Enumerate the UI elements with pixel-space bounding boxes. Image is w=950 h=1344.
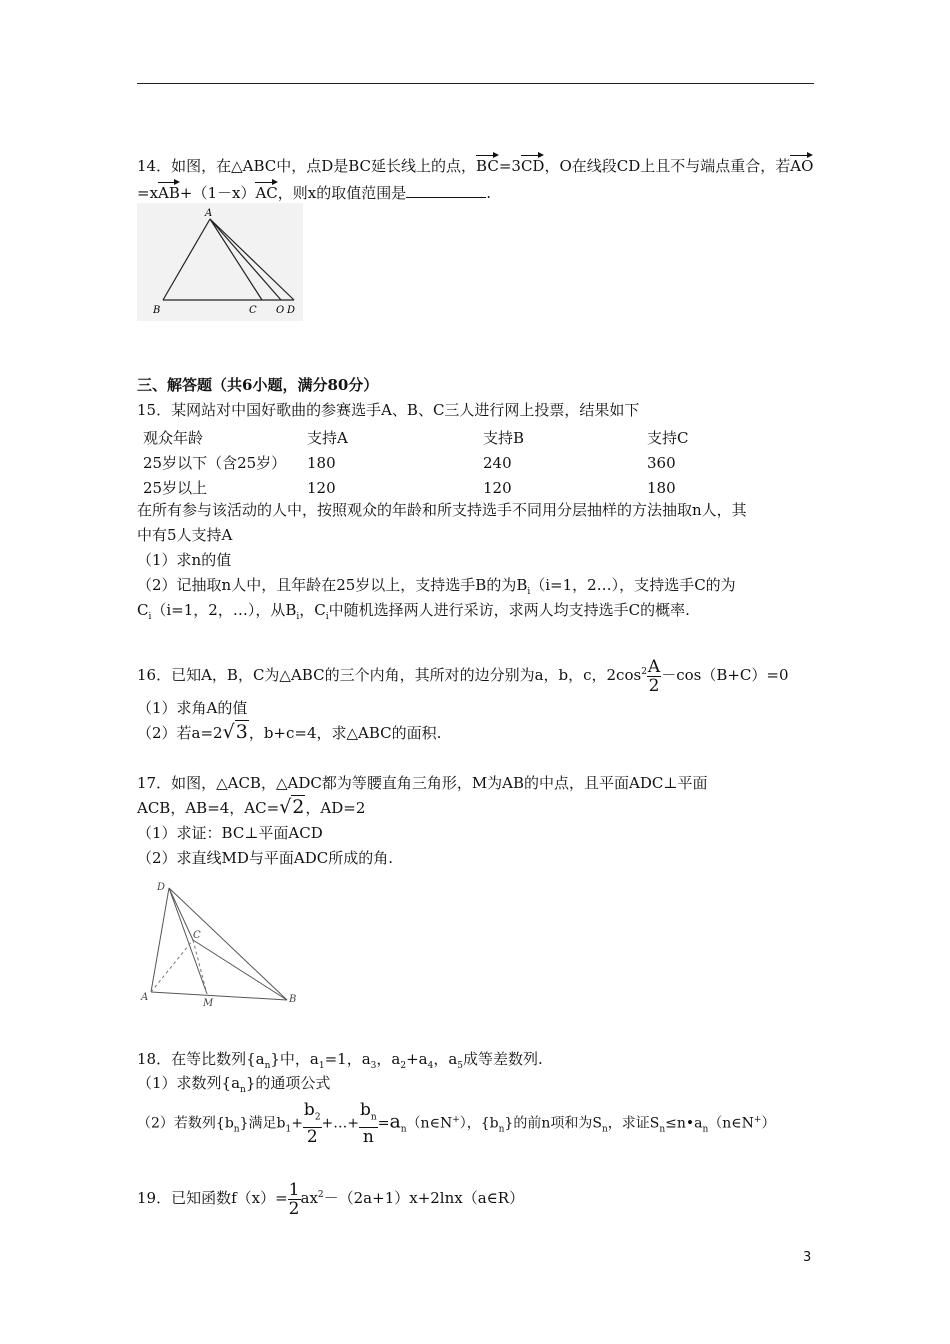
q15-line3: 中有5人支持A xyxy=(137,526,233,544)
fraction-denominator: 2 xyxy=(306,1126,318,1147)
sqrt-symbol: √3 xyxy=(222,721,248,743)
q15-part2-line1 xyxy=(137,575,736,602)
subscript: n xyxy=(264,1061,271,1071)
superscript: + xyxy=(753,1115,762,1125)
q15-intro: 15．某网站对中国好歌曲的参赛选手A、B、C三人进行网上投票，结果如下 xyxy=(137,401,640,419)
q14-text: 14．如图，在△ABC中，点D是BC延长线上的点， xyxy=(137,157,477,175)
triangle-figure-q14 xyxy=(137,203,303,321)
fraction-denominator: n xyxy=(362,1126,374,1147)
q17-line1: 17．如图，△ACB，△ADC都为等腰直角三角形，M为AB的中点，且平面ADC⊥平面 xyxy=(137,774,708,792)
q16-text: ，b+c=4，求△ABC的面积. xyxy=(248,724,442,742)
table-cell: 25岁以下（含25岁） xyxy=(143,454,287,472)
label-c: C xyxy=(249,305,257,316)
table-cell: 25岁以上 xyxy=(143,479,208,497)
superscript: 2 xyxy=(641,667,647,677)
q18-text: （2）若数列{b xyxy=(137,1115,234,1132)
edge-ac-dashed xyxy=(151,940,193,992)
table-header: 支持C xyxy=(647,429,689,447)
header-rule xyxy=(137,83,814,84)
tetrahedron-figure-q17 xyxy=(137,878,305,1008)
q19-text: 19．已知函数f（x）= xyxy=(137,1189,288,1207)
subscript: i xyxy=(296,612,300,622)
q18-text: }中，a xyxy=(270,1050,319,1068)
fraction-denominator: 2 xyxy=(288,1198,300,1219)
edge-cb xyxy=(193,940,287,1000)
fraction-numerator: 1 xyxy=(288,1179,300,1200)
q19-text: ax xyxy=(300,1189,318,1207)
q16-text: （2）若a=2 xyxy=(137,724,223,742)
label-a: A xyxy=(141,992,149,1003)
answer-blank xyxy=(406,183,486,198)
q18-part2 xyxy=(137,1100,775,1149)
subscript: n xyxy=(233,1124,240,1135)
q18-text: （n∈N xyxy=(708,1115,754,1132)
q15-line2: 在所有参与该活动的人中，按照观众的年龄和所支持选手不同用分层抽样的方法抽取n人，其 xyxy=(137,501,747,519)
table-cell: 120 xyxy=(483,478,512,497)
q19-text: －（2a+1）x+2lnx（a∈R） xyxy=(323,1189,525,1207)
subscript: n xyxy=(370,1112,377,1123)
label-m: M xyxy=(203,998,214,1008)
table-cell: 180 xyxy=(647,478,676,497)
vector-ab: AB xyxy=(158,177,180,203)
edge-db xyxy=(169,888,287,1000)
q16-line1 xyxy=(137,652,789,695)
section-heading: 三、解答题（共6小题，满分80分） xyxy=(137,376,379,394)
subscript: 2 xyxy=(400,1061,407,1071)
q18-text: =1，a xyxy=(324,1050,371,1068)
label-b: B xyxy=(153,305,161,316)
label-d: D xyxy=(157,882,166,893)
q18-text: 18．在等比数列{a xyxy=(137,1050,265,1068)
subscript: 1 xyxy=(285,1124,292,1135)
q14-text: =3 xyxy=(498,157,521,175)
subscript: n xyxy=(400,1124,407,1135)
q17-part2: （2）求直线MD与平面ADC所成的角. xyxy=(137,849,394,867)
subscript: 2 xyxy=(314,1112,321,1123)
label-d: D xyxy=(287,305,296,316)
label-o: O xyxy=(276,305,285,316)
superscript: 2 xyxy=(317,1190,324,1200)
subscript: 3 xyxy=(370,1061,377,1071)
q19-line1 xyxy=(137,1175,524,1218)
q14-text: ，O在线段CD上且不与端点重合，若 xyxy=(544,157,791,175)
fraction-one-half xyxy=(288,1181,301,1218)
subscript: n xyxy=(702,1124,709,1135)
q18-text: +a xyxy=(406,1050,428,1068)
table-header: 支持B xyxy=(483,429,525,447)
q14-text: +（1－x） xyxy=(179,184,256,202)
edge-dc xyxy=(169,888,193,940)
table-cell: 360 xyxy=(647,453,676,472)
q17-text: ，AD=2 xyxy=(305,799,366,817)
q18-text: （n∈N xyxy=(406,1115,453,1132)
page-number: 3 xyxy=(803,1250,812,1265)
q18-text: ） xyxy=(761,1115,776,1132)
vector-ao: AO xyxy=(790,150,813,176)
radicand: 3 xyxy=(235,721,248,743)
q18-text: +…+ xyxy=(321,1115,360,1132)
superscript: + xyxy=(452,1115,460,1125)
table-cell: 120 xyxy=(307,478,336,497)
subscript: 5 xyxy=(457,1061,464,1071)
vector-ac: AC xyxy=(255,177,277,203)
edge-ab xyxy=(151,992,287,1000)
table-row xyxy=(143,450,688,475)
fraction-numerator xyxy=(303,1101,322,1127)
numerator-base: b xyxy=(303,1100,315,1121)
q16-part1: （1）求角A的值 xyxy=(137,699,248,717)
q15-text: ，C xyxy=(299,601,326,619)
fraction-b2-over-2 xyxy=(303,1101,322,1145)
subscript: n xyxy=(601,1124,608,1135)
table-header: 支持A xyxy=(307,429,348,447)
q15-part1: （1）求n的值 xyxy=(137,551,232,569)
subscript: n xyxy=(659,1124,666,1135)
radicand: 2 xyxy=(292,796,305,818)
q15-part2-line2 xyxy=(137,600,690,627)
table-header: 观众年龄 xyxy=(143,429,204,447)
q18-text: }的前n项和为S xyxy=(504,1115,602,1132)
vote-table xyxy=(143,425,688,500)
q14-text: ，则x的取值范围是 xyxy=(277,184,407,202)
subscript: i xyxy=(148,612,152,622)
table-cell: 240 xyxy=(483,453,512,472)
q18-part1 xyxy=(137,1073,330,1100)
q18-text: ，a xyxy=(376,1050,401,1068)
edge-da xyxy=(151,888,169,992)
q16-text: －cos（B+C）=0 xyxy=(661,666,789,684)
table-header-row xyxy=(143,425,688,450)
q14-line1 xyxy=(137,150,813,176)
q15-text: 中随机选择两人进行采访，求两人均支持选手C的概率. xyxy=(328,601,690,619)
fraction-denominator: 2 xyxy=(648,675,660,696)
q17-text: ACB，AB=4，AC= xyxy=(137,799,280,817)
label-a: A xyxy=(205,208,213,219)
vector-bc: BC xyxy=(476,150,499,176)
q18-text: ，求证S xyxy=(607,1115,660,1132)
subscript: 4 xyxy=(427,1061,434,1071)
q14-text: . xyxy=(486,184,492,202)
fraction-bn-over-n xyxy=(359,1101,378,1145)
q17-line2 xyxy=(137,797,365,818)
q18-text: 成等差数列. xyxy=(463,1050,543,1068)
q18-line1 xyxy=(137,1049,543,1076)
rhs-term: a xyxy=(389,1110,401,1133)
fraction-numerator xyxy=(359,1101,378,1127)
subscript: i xyxy=(325,612,329,622)
q15-text: （i=1，2…），支持选手C的为 xyxy=(530,576,736,594)
q18-text: }的通项公式 xyxy=(245,1074,331,1092)
q18-text: + xyxy=(291,1115,303,1132)
q16-part2 xyxy=(137,722,441,743)
q14-line2 xyxy=(137,177,491,203)
q18-text: = xyxy=(377,1115,390,1132)
fraction-a-over-2 xyxy=(647,658,661,695)
subscript: i xyxy=(527,587,531,597)
q15-text: （i=1，2，…），从B xyxy=(151,601,297,619)
numerator-base: b xyxy=(360,1100,371,1121)
sqrt-symbol: √2 xyxy=(279,796,305,818)
edge-dm xyxy=(169,888,207,994)
q18-text: }满足b xyxy=(239,1115,286,1132)
fraction-numerator: A xyxy=(647,656,661,677)
label-b: B xyxy=(289,994,297,1005)
figure-background xyxy=(137,203,303,321)
q18-text: （1）求数列{a xyxy=(137,1074,241,1092)
table-cell: 180 xyxy=(307,453,336,472)
q15-text: （2）记抽取n人中，且年龄在25岁以上，支持选手B的为B xyxy=(137,576,528,594)
label-c: C xyxy=(193,930,201,941)
table-row xyxy=(143,475,688,500)
q18-text: ），{b xyxy=(459,1115,499,1132)
q15-text: C xyxy=(137,601,149,619)
q16-text: 16．已知A，B，C为△ABC的三个内角，其所对的边分别为a，b，c，2cos xyxy=(137,666,642,684)
q14-text: =x xyxy=(137,184,159,202)
subscript: 1 xyxy=(318,1061,325,1071)
q17-part1: （1）求证：BC⊥平面ACD xyxy=(137,824,323,842)
subscript: n xyxy=(498,1124,505,1135)
vector-cd: CD xyxy=(521,150,545,176)
subscript: n xyxy=(240,1085,246,1095)
q18-text: ，a xyxy=(433,1050,458,1068)
q18-text: ≤n•a xyxy=(665,1115,703,1132)
